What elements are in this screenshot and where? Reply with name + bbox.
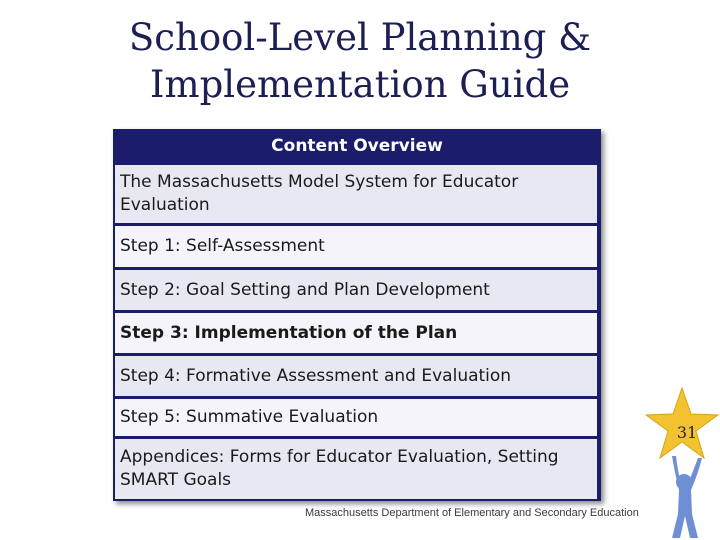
table-header: Content Overview bbox=[113, 129, 601, 163]
table-row-appendices bbox=[115, 439, 597, 499]
title-line-1: School-Level Planning & bbox=[128, 16, 592, 59]
footer-text: Massachusetts Department of Elementary and Secondary Education bbox=[305, 507, 639, 519]
row-label: Step 3: Implementation of the Plan bbox=[120, 322, 458, 343]
content-overview-table bbox=[113, 129, 601, 501]
slide-title bbox=[0, 14, 720, 108]
title-line-2: Implementation Guide bbox=[149, 63, 571, 106]
row-label: Step 2: Goal Setting and Plan Development bbox=[120, 279, 490, 300]
row-label: The Massachusetts Model System for Educator Evaluation bbox=[120, 172, 519, 215]
page-number: 31 bbox=[676, 423, 698, 442]
row-label: Step 1: Self-Assessment bbox=[120, 236, 325, 256]
table-row-step-4 bbox=[115, 356, 597, 396]
person-figure-icon bbox=[672, 456, 702, 538]
row-label: Step 4: Formative Assessment and Evaluation bbox=[120, 365, 512, 386]
table-row-step-5 bbox=[115, 399, 597, 436]
table-row-step-2 bbox=[115, 270, 597, 310]
table-row-step-3 bbox=[115, 313, 597, 353]
row-label: Appendices: Forms for Educator Evaluation, Setting SMART Goals bbox=[120, 447, 559, 490]
star-figure-logo-icon bbox=[632, 386, 720, 540]
table-row-model-system bbox=[115, 165, 597, 223]
row-label: Step 5: Summative Evaluation bbox=[120, 407, 379, 427]
table-row-step-1 bbox=[115, 226, 597, 267]
